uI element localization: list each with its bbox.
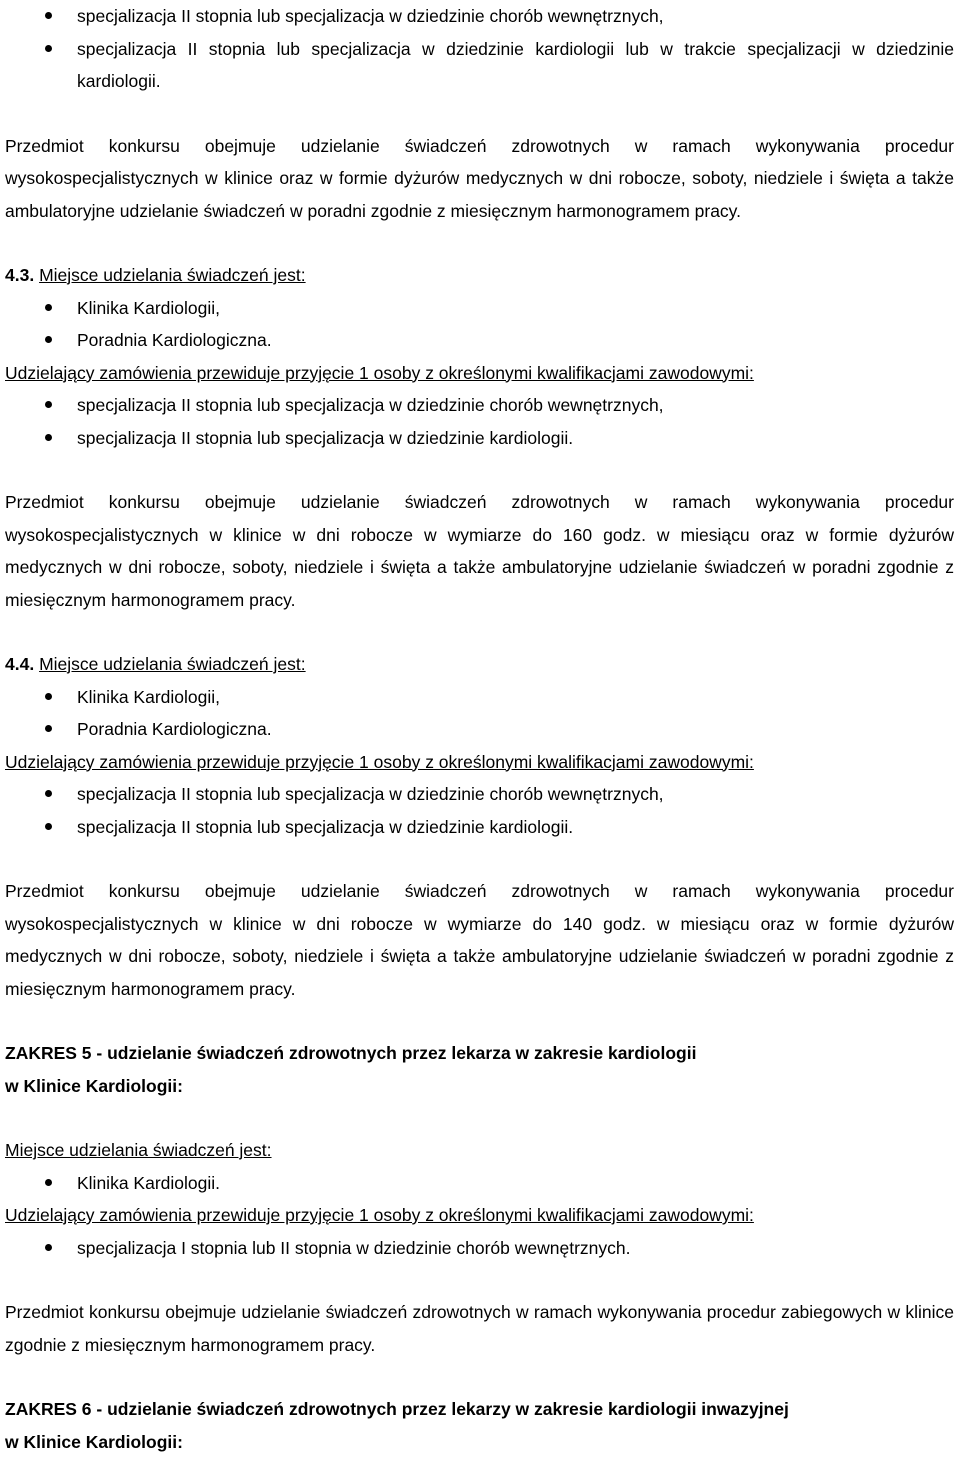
section-number: 4.3. <box>5 265 35 285</box>
places-list <box>5 681 954 746</box>
list-item: specjalizacja II stopnia lub specjalizacja w dziedzinie chorób wewnętrznych, <box>5 389 954 422</box>
qualifications-list <box>5 0 954 98</box>
qualifications-list <box>5 389 954 454</box>
list-item: specjalizacja II stopnia lub specjalizacja w dziedzinie kardiologii lub w trakcie specjalizacji w dziedzinie kardiologii. <box>5 33 954 98</box>
qualifications-intro: Udzielający zamówienia przewiduje przyjęcie 1 osoby z określonymi kwalifikacjami zawodowymi: <box>5 362 754 383</box>
zakres-6-title: ZAKRES 6 - udzielanie świadczeń zdrowotnych przez lekarzy w zakresie kardiologii inwazyjnej <box>5 1399 789 1419</box>
paragraph: Przedmiot konkursu obejmuje udzielanie świadczeń zdrowotnych w ramach wykonywania procedur wysokospecjalistycznych w klinice w dni robocze w wymiarze do 140 godz. w miesiącu oraz w formie dyżurów medycznych w dni robocze, soboty, niedziele i święta a także ambulatoryjne udzielanie świadczeń w poradni zgodnie z miesięcznym harmonogramem pracy. <box>5 881 954 999</box>
list-item: specjalizacja II stopnia lub specjalizacja w dziedzinie kardiologii. <box>5 811 954 844</box>
section-heading: Miejsce udzielania świadczeń jest: <box>39 654 306 674</box>
qualifications-list <box>5 1232 954 1265</box>
list-item: Poradnia Kardiologiczna. <box>5 324 954 357</box>
list-item: specjalizacja II stopnia lub specjalizacja w dziedzinie chorób wewnętrznych, <box>5 778 954 811</box>
places-list <box>5 1167 954 1200</box>
paragraph: Przedmiot konkursu obejmuje udzielanie świadczeń zdrowotnych w ramach wykonywania procedur wysokospecjalistycznych w klinice w dni robocze w wymiarze do 160 godz. w miesiącu oraz w formie dyżurów medycznych w dni robocze, soboty, niedziele i święta a także ambulatoryjne udzielanie świadczeń w poradni zgodnie z miesięcznym harmonogramem pracy. <box>5 492 954 610</box>
qualifications-intro: Udzielający zamówienia przewiduje przyjęcie 1 osoby z określonymi kwalifikacjami zawodowymi: <box>5 751 754 772</box>
list-item: Klinika Kardiologii, <box>5 681 954 714</box>
zakres-5-subtitle: w Klinice Kardiologii: <box>5 1075 183 1096</box>
qualifications-intro: Udzielający zamówienia przewiduje przyjęcie 1 osoby z określonymi kwalifikacjami zawodowymi: <box>5 1205 754 1225</box>
zakres-6-subtitle: w Klinice Kardiologii: <box>5 1431 183 1452</box>
list-item: Klinika Kardiologii. <box>5 1167 954 1200</box>
section-4-4-heading <box>5 648 954 681</box>
zakres-5-title: ZAKRES 5 - udzielanie świadczeń zdrowotnych przez lekarza w zakresie kardiologii <box>5 1043 697 1063</box>
paragraph: Przedmiot konkursu obejmuje udzielanie świadczeń zdrowotnych w ramach wykonywania procedur zabiegowych w klinice zgodnie z miesięcznym harmonogramem pracy. <box>5 1302 954 1355</box>
qualifications-list <box>5 778 954 843</box>
section-number: 4.4. <box>5 654 35 674</box>
places-list <box>5 292 954 357</box>
section-heading: Miejsce udzielania świadczeń jest: <box>39 265 306 285</box>
list-item: specjalizacja II stopnia lub specjalizacja w dziedzinie chorób wewnętrznych, <box>5 0 954 33</box>
paragraph: Przedmiot konkursu obejmuje udzielanie świadczeń zdrowotnych w ramach wykonywania procedur wysokospecjalistycznych w klinice oraz w formie dyżurów medycznych w dni robocze, soboty, niedziele i święta a także ambulatoryjne udzielanie świadczeń w poradni zgodnie z miesięcznym harmonogramem pracy. <box>5 135 954 221</box>
list-item: Klinika Kardiologii, <box>5 292 954 325</box>
section-heading: Miejsce udzielania świadczeń jest: <box>5 1140 272 1160</box>
list-item: specjalizacja I stopnia lub II stopnia w dziedzinie chorób wewnętrznych. <box>5 1232 954 1265</box>
list-item: specjalizacja II stopnia lub specjalizacja w dziedzinie kardiologii. <box>5 422 954 455</box>
list-item: Poradnia Kardiologiczna. <box>5 713 954 746</box>
section-4-3-heading <box>5 259 954 292</box>
